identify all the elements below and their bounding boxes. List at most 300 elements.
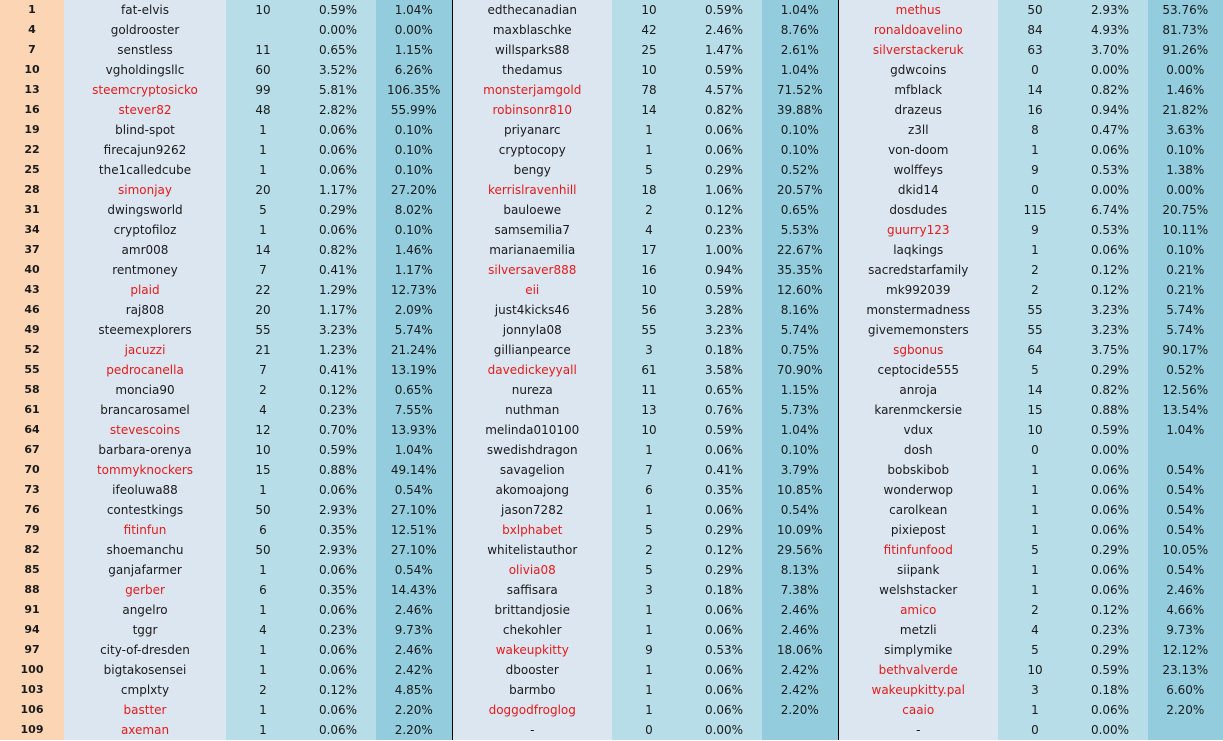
group-1-username: cmplxty <box>64 680 226 700</box>
group-3-username: dkid14 <box>838 180 998 200</box>
group-2-count: 9 <box>612 640 686 660</box>
group-2-ratio: 0.10% <box>762 440 838 460</box>
group-1-count: 50 <box>226 500 300 520</box>
group-1-ratio: 1.17% <box>376 260 452 280</box>
table-row <box>0 640 1223 660</box>
group-3-count: 1 <box>998 480 1072 500</box>
group-3-percent: 4.93% <box>1072 20 1148 40</box>
group-3-count: 3 <box>998 680 1072 700</box>
group-1-ratio: 27.10% <box>376 540 452 560</box>
group-3-ratio: 5.74% <box>1148 320 1223 340</box>
group-2-count: 11 <box>612 380 686 400</box>
group-3-percent: 0.06% <box>1072 560 1148 580</box>
group-1-ratio: 12.73% <box>376 280 452 300</box>
group-1-percent: 2.93% <box>300 540 376 560</box>
group-3-percent: 3.75% <box>1072 340 1148 360</box>
group-1-count: 21 <box>226 340 300 360</box>
group-2-count: 1 <box>612 120 686 140</box>
group-3-username: mk992039 <box>838 280 998 300</box>
group-3-percent: 0.12% <box>1072 260 1148 280</box>
group-3-username: vdux <box>838 420 998 440</box>
group-1-username: cryptofiloz <box>64 220 226 240</box>
group-3-username: carolkean <box>838 500 998 520</box>
table-row <box>0 580 1223 600</box>
group-1-ratio: 2.09% <box>376 300 452 320</box>
row-number: 22 <box>0 140 64 160</box>
group-3-count: 84 <box>998 20 1072 40</box>
group-1-ratio: 0.65% <box>376 380 452 400</box>
group-2-username: barmbo <box>452 680 612 700</box>
group-3-ratio: 90.17% <box>1148 340 1223 360</box>
group-3-username: methus <box>838 0 998 20</box>
group-3-percent: 3.70% <box>1072 40 1148 60</box>
group-1-ratio: 55.99% <box>376 100 452 120</box>
group-2-percent: 0.53% <box>686 640 762 660</box>
group-2-ratio: 22.67% <box>762 240 838 260</box>
group-3-percent: 0.82% <box>1072 380 1148 400</box>
group-3-percent: 0.12% <box>1072 600 1148 620</box>
group-3-percent: 6.74% <box>1072 200 1148 220</box>
group-2-count: 6 <box>612 480 686 500</box>
group-3-ratio: 0.00% <box>1148 60 1223 80</box>
group-2-ratio: 1.04% <box>762 420 838 440</box>
table-row <box>0 660 1223 680</box>
group-2-count: 78 <box>612 80 686 100</box>
group-2-username: samsemilia7 <box>452 220 612 240</box>
group-1-count: 22 <box>226 280 300 300</box>
group-2-percent: 0.18% <box>686 340 762 360</box>
group-2-ratio: 0.65% <box>762 200 838 220</box>
group-3-ratio: 0.21% <box>1148 260 1223 280</box>
row-number: 43 <box>0 280 64 300</box>
group-3-ratio: 0.10% <box>1148 240 1223 260</box>
group-2-percent: 0.59% <box>686 420 762 440</box>
group-2-percent: 1.06% <box>686 180 762 200</box>
group-1-count: 12 <box>226 420 300 440</box>
group-1-username: ganjafarmer <box>64 560 226 580</box>
row-number: 94 <box>0 620 64 640</box>
group-3-username: welshstacker <box>838 580 998 600</box>
group-1-count: 15 <box>226 460 300 480</box>
group-1-percent: 1.17% <box>300 300 376 320</box>
group-3-username: dosh <box>838 440 998 460</box>
group-2-count: 4 <box>612 220 686 240</box>
group-1-username: ifeoluwa88 <box>64 480 226 500</box>
group-1-username: tommyknockers <box>64 460 226 480</box>
table-row <box>0 500 1223 520</box>
group-3-ratio: 12.56% <box>1148 380 1223 400</box>
group-2-username: wakeupkitty <box>452 640 612 660</box>
group-2-username: chekohler <box>452 620 612 640</box>
group-1-username: gerber <box>64 580 226 600</box>
group-3-ratio: 5.74% <box>1148 300 1223 320</box>
group-2-ratio: 2.46% <box>762 600 838 620</box>
group-1-count: 4 <box>226 620 300 640</box>
group-3-ratio: 1.04% <box>1148 420 1223 440</box>
group-2-username: whitelistauthor <box>452 540 612 560</box>
group-2-count: 55 <box>612 320 686 340</box>
group-3-count: 1 <box>998 560 1072 580</box>
group-2-percent: 0.06% <box>686 700 762 720</box>
group-3-count: 0 <box>998 180 1072 200</box>
table-row <box>0 560 1223 580</box>
group-3-ratio: 2.46% <box>1148 580 1223 600</box>
table-row <box>0 0 1223 20</box>
group-2-percent: 0.06% <box>686 660 762 680</box>
group-2-percent: 2.46% <box>686 20 762 40</box>
group-1-percent: 0.59% <box>300 440 376 460</box>
group-1-percent: 0.06% <box>300 600 376 620</box>
group-3-percent: 0.06% <box>1072 500 1148 520</box>
group-3-username: wakeupkitty.pal <box>838 680 998 700</box>
group-3-ratio: 3.63% <box>1148 120 1223 140</box>
group-1-percent: 0.00% <box>300 20 376 40</box>
group-3-username: pixiepost <box>838 520 998 540</box>
group-1-count: 6 <box>226 580 300 600</box>
group-1-username: barbara-orenya <box>64 440 226 460</box>
group-1-username: dwingsworld <box>64 200 226 220</box>
group-1-ratio: 14.43% <box>376 580 452 600</box>
group-1-ratio: 8.02% <box>376 200 452 220</box>
group-3-percent: 0.06% <box>1072 520 1148 540</box>
table-row <box>0 240 1223 260</box>
group-1-count: 1 <box>226 220 300 240</box>
group-2-username: cryptocopy <box>452 140 612 160</box>
group-2-ratio: 0.54% <box>762 500 838 520</box>
table-row <box>0 620 1223 640</box>
group-2-username: jason7282 <box>452 500 612 520</box>
group-2-ratio: 5.74% <box>762 320 838 340</box>
group-2-count: 5 <box>612 520 686 540</box>
table-row <box>0 160 1223 180</box>
table-row <box>0 600 1223 620</box>
group-2-count: 3 <box>612 340 686 360</box>
group-2-ratio: 8.76% <box>762 20 838 40</box>
group-2-percent: 0.29% <box>686 520 762 540</box>
group-1-percent: 1.23% <box>300 340 376 360</box>
group-1-count: 50 <box>226 540 300 560</box>
group-1-username: raj808 <box>64 300 226 320</box>
group-3-count: 50 <box>998 0 1072 20</box>
row-number: 19 <box>0 120 64 140</box>
group-3-percent: 0.18% <box>1072 680 1148 700</box>
group-2-ratio: 10.09% <box>762 520 838 540</box>
group-1-username: senstless <box>64 40 226 60</box>
group-1-username: axeman <box>64 720 226 740</box>
group-2-ratio: 71.52% <box>762 80 838 100</box>
group-2-count: 25 <box>612 40 686 60</box>
row-number: 103 <box>0 680 64 700</box>
group-3-percent: 0.59% <box>1072 660 1148 680</box>
group-3-count: 15 <box>998 400 1072 420</box>
group-2-count: 1 <box>612 680 686 700</box>
group-2-percent: 0.41% <box>686 460 762 480</box>
group-2-ratio: 8.13% <box>762 560 838 580</box>
group-1-username: goldrooster <box>64 20 226 40</box>
group-3-username: siipank <box>838 560 998 580</box>
group-1-ratio: 21.24% <box>376 340 452 360</box>
group-1-count: 1 <box>226 160 300 180</box>
group-3-count: 2 <box>998 600 1072 620</box>
group-3-username: guurry123 <box>838 220 998 240</box>
group-1-count: 10 <box>226 440 300 460</box>
group-3-username: simplymike <box>838 640 998 660</box>
group-2-ratio: 35.35% <box>762 260 838 280</box>
group-2-percent: 1.47% <box>686 40 762 60</box>
group-3-username: ronaldoavelino <box>838 20 998 40</box>
group-1-count: 1 <box>226 700 300 720</box>
row-number: 1 <box>0 0 64 20</box>
row-number: 49 <box>0 320 64 340</box>
group-2-percent: 3.23% <box>686 320 762 340</box>
group-2-ratio: 5.53% <box>762 220 838 240</box>
group-3-count: 1 <box>998 580 1072 600</box>
group-3-percent: 0.29% <box>1072 540 1148 560</box>
group-3-count: 2 <box>998 280 1072 300</box>
group-3-username: sacredstarfamily <box>838 260 998 280</box>
group-1-percent: 0.59% <box>300 0 376 20</box>
group-2-count: 5 <box>612 160 686 180</box>
group-2-username: jonnyla08 <box>452 320 612 340</box>
group-1-ratio: 1.04% <box>376 0 452 20</box>
group-2-count: 17 <box>612 240 686 260</box>
group-3-ratio: 0.00% <box>1148 180 1223 200</box>
group-2-count: 2 <box>612 200 686 220</box>
group-1-username: tggr <box>64 620 226 640</box>
group-1-percent: 0.65% <box>300 40 376 60</box>
group-3-ratio: 4.66% <box>1148 600 1223 620</box>
row-number: 55 <box>0 360 64 380</box>
group-2-count: 10 <box>612 280 686 300</box>
group-3-ratio: 1.46% <box>1148 80 1223 100</box>
group-2-percent: 0.23% <box>686 220 762 240</box>
group-3-count: 0 <box>998 440 1072 460</box>
group-1-ratio: 106.35% <box>376 80 452 100</box>
group-2-count: 7 <box>612 460 686 480</box>
group-1-percent: 5.81% <box>300 80 376 100</box>
group-2-username: kerrislravenhill <box>452 180 612 200</box>
group-3-count: 5 <box>998 540 1072 560</box>
group-1-count: 48 <box>226 100 300 120</box>
row-number: 82 <box>0 540 64 560</box>
group-3-count: 2 <box>998 260 1072 280</box>
group-2-username: silversaver888 <box>452 260 612 280</box>
table-row <box>0 260 1223 280</box>
group-3-username: givememonsters <box>838 320 998 340</box>
group-2-ratio: 20.57% <box>762 180 838 200</box>
group-2-ratio: 29.56% <box>762 540 838 560</box>
group-1-username: steemexplorers <box>64 320 226 340</box>
group-2-count: 2 <box>612 540 686 560</box>
group-1-username: fat-elvis <box>64 0 226 20</box>
group-1-username: fitinfun <box>64 520 226 540</box>
group-3-username: laqkings <box>838 240 998 260</box>
group-3-count: 1 <box>998 460 1072 480</box>
row-number: 73 <box>0 480 64 500</box>
group-1-ratio: 0.10% <box>376 140 452 160</box>
group-2-ratio: 5.73% <box>762 400 838 420</box>
group-1-username: firecajun9262 <box>64 140 226 160</box>
group-1-ratio: 7.55% <box>376 400 452 420</box>
group-2-username: just4kicks46 <box>452 300 612 320</box>
row-number: 79 <box>0 520 64 540</box>
group-2-count: 0 <box>612 720 686 740</box>
group-2-percent: 0.59% <box>686 60 762 80</box>
group-3-count: 55 <box>998 300 1072 320</box>
group-3-percent: 0.00% <box>1072 180 1148 200</box>
group-3-count: 9 <box>998 220 1072 240</box>
group-1-percent: 3.23% <box>300 320 376 340</box>
table-row <box>0 300 1223 320</box>
group-3-username: monstermadness <box>838 300 998 320</box>
group-2-username: melinda010100 <box>452 420 612 440</box>
group-3-percent: 0.06% <box>1072 700 1148 720</box>
group-3-count: 0 <box>998 60 1072 80</box>
group-1-username: moncia90 <box>64 380 226 400</box>
table-row <box>0 320 1223 340</box>
group-1-count: 7 <box>226 260 300 280</box>
group-2-ratio: 7.38% <box>762 580 838 600</box>
row-number: 100 <box>0 660 64 680</box>
group-2-percent: 0.06% <box>686 680 762 700</box>
group-3-username: fitinfunfood <box>838 540 998 560</box>
group-2-username: priyanarc <box>452 120 612 140</box>
group-3-percent: 0.06% <box>1072 480 1148 500</box>
table-row <box>0 400 1223 420</box>
group-2-username: swedishdragon <box>452 440 612 460</box>
group-2-count: 1 <box>612 500 686 520</box>
row-number: 16 <box>0 100 64 120</box>
group-1-username: plaid <box>64 280 226 300</box>
group-1-percent: 0.06% <box>300 720 376 740</box>
group-1-percent: 0.06% <box>300 700 376 720</box>
group-3-percent: 0.94% <box>1072 100 1148 120</box>
group-1-ratio: 49.14% <box>376 460 452 480</box>
group-1-percent: 0.06% <box>300 140 376 160</box>
group-2-username: thedamus <box>452 60 612 80</box>
group-3-username: von-doom <box>838 140 998 160</box>
group-3-ratio: 81.73% <box>1148 20 1223 40</box>
group-3-ratio: 0.54% <box>1148 480 1223 500</box>
group-1-username: the1calledcube <box>64 160 226 180</box>
group-3-ratio: 23.13% <box>1148 660 1223 680</box>
group-1-count: 55 <box>226 320 300 340</box>
group-2-username: marianaemilia <box>452 240 612 260</box>
group-1-ratio: 27.20% <box>376 180 452 200</box>
group-2-username: edthecanadian <box>452 0 612 20</box>
group-2-count: 18 <box>612 180 686 200</box>
group-3-percent: 0.59% <box>1072 420 1148 440</box>
group-2-ratio: 12.60% <box>762 280 838 300</box>
row-number: 46 <box>0 300 64 320</box>
group-1-username: shoemanchu <box>64 540 226 560</box>
group-3-count: 5 <box>998 640 1072 660</box>
table-row <box>0 200 1223 220</box>
group-1-ratio: 6.26% <box>376 60 452 80</box>
group-1-ratio: 4.85% <box>376 680 452 700</box>
group-2-username: willsparks88 <box>452 40 612 60</box>
group-1-ratio: 5.74% <box>376 320 452 340</box>
group-1-count: 1 <box>226 720 300 740</box>
group-1-ratio: 12.51% <box>376 520 452 540</box>
group-2-username: robinsonr810 <box>452 100 612 120</box>
group-2-username: saffisara <box>452 580 612 600</box>
group-1-count: 10 <box>226 0 300 20</box>
group-3-ratio: 12.12% <box>1148 640 1223 660</box>
group-3-ratio <box>1148 440 1223 460</box>
group-2-ratio: 2.42% <box>762 680 838 700</box>
group-2-count: 1 <box>612 600 686 620</box>
group-2-ratio <box>762 720 838 740</box>
group-2-username: akomoajong <box>452 480 612 500</box>
group-2-ratio: 0.75% <box>762 340 838 360</box>
group-3-percent: 2.93% <box>1072 0 1148 20</box>
group-3-percent: 0.12% <box>1072 280 1148 300</box>
group-1-ratio: 0.54% <box>376 480 452 500</box>
group-3-ratio: 21.82% <box>1148 100 1223 120</box>
group-2-username: olivia08 <box>452 560 612 580</box>
group-2-count: 14 <box>612 100 686 120</box>
group-2-percent: 0.35% <box>686 480 762 500</box>
group-1-username: bigtakosensei <box>64 660 226 680</box>
group-2-count: 10 <box>612 60 686 80</box>
table-row <box>0 60 1223 80</box>
group-1-username: blind-spot <box>64 120 226 140</box>
group-3-ratio: 0.21% <box>1148 280 1223 300</box>
group-3-count: 55 <box>998 320 1072 340</box>
group-2-percent: 0.94% <box>686 260 762 280</box>
row-number: 13 <box>0 80 64 100</box>
group-2-ratio: 2.20% <box>762 700 838 720</box>
group-3-ratio: 0.54% <box>1148 520 1223 540</box>
group-1-username: simonjay <box>64 180 226 200</box>
group-2-percent: 0.06% <box>686 140 762 160</box>
group-3-count: 0 <box>998 720 1072 740</box>
row-number: 7 <box>0 40 64 60</box>
group-2-percent: 0.82% <box>686 100 762 120</box>
group-3-count: 10 <box>998 420 1072 440</box>
group-3-username: wolffeys <box>838 160 998 180</box>
table-row <box>0 480 1223 500</box>
group-3-ratio: 0.10% <box>1148 140 1223 160</box>
group-3-percent: 0.53% <box>1072 160 1148 180</box>
table-row <box>0 440 1223 460</box>
table-row <box>0 100 1223 120</box>
group-3-username: sgbonus <box>838 340 998 360</box>
group-1-ratio: 27.10% <box>376 500 452 520</box>
row-number: 85 <box>0 560 64 580</box>
group-2-count: 61 <box>612 360 686 380</box>
group-1-percent: 0.82% <box>300 240 376 260</box>
group-2-count: 56 <box>612 300 686 320</box>
row-number: 25 <box>0 160 64 180</box>
group-2-percent: 0.12% <box>686 200 762 220</box>
group-1-ratio: 2.20% <box>376 720 452 740</box>
group-1-percent: 0.35% <box>300 580 376 600</box>
group-3-count: 1 <box>998 520 1072 540</box>
group-3-username: gdwcoins <box>838 60 998 80</box>
group-3-count: 8 <box>998 120 1072 140</box>
row-number: 31 <box>0 200 64 220</box>
row-number: 88 <box>0 580 64 600</box>
group-1-ratio: 2.20% <box>376 700 452 720</box>
group-3-percent: 0.47% <box>1072 120 1148 140</box>
group-1-count: 1 <box>226 660 300 680</box>
group-2-count: 42 <box>612 20 686 40</box>
group-2-percent: 4.57% <box>686 80 762 100</box>
group-3-percent: 3.23% <box>1072 300 1148 320</box>
row-number: 76 <box>0 500 64 520</box>
